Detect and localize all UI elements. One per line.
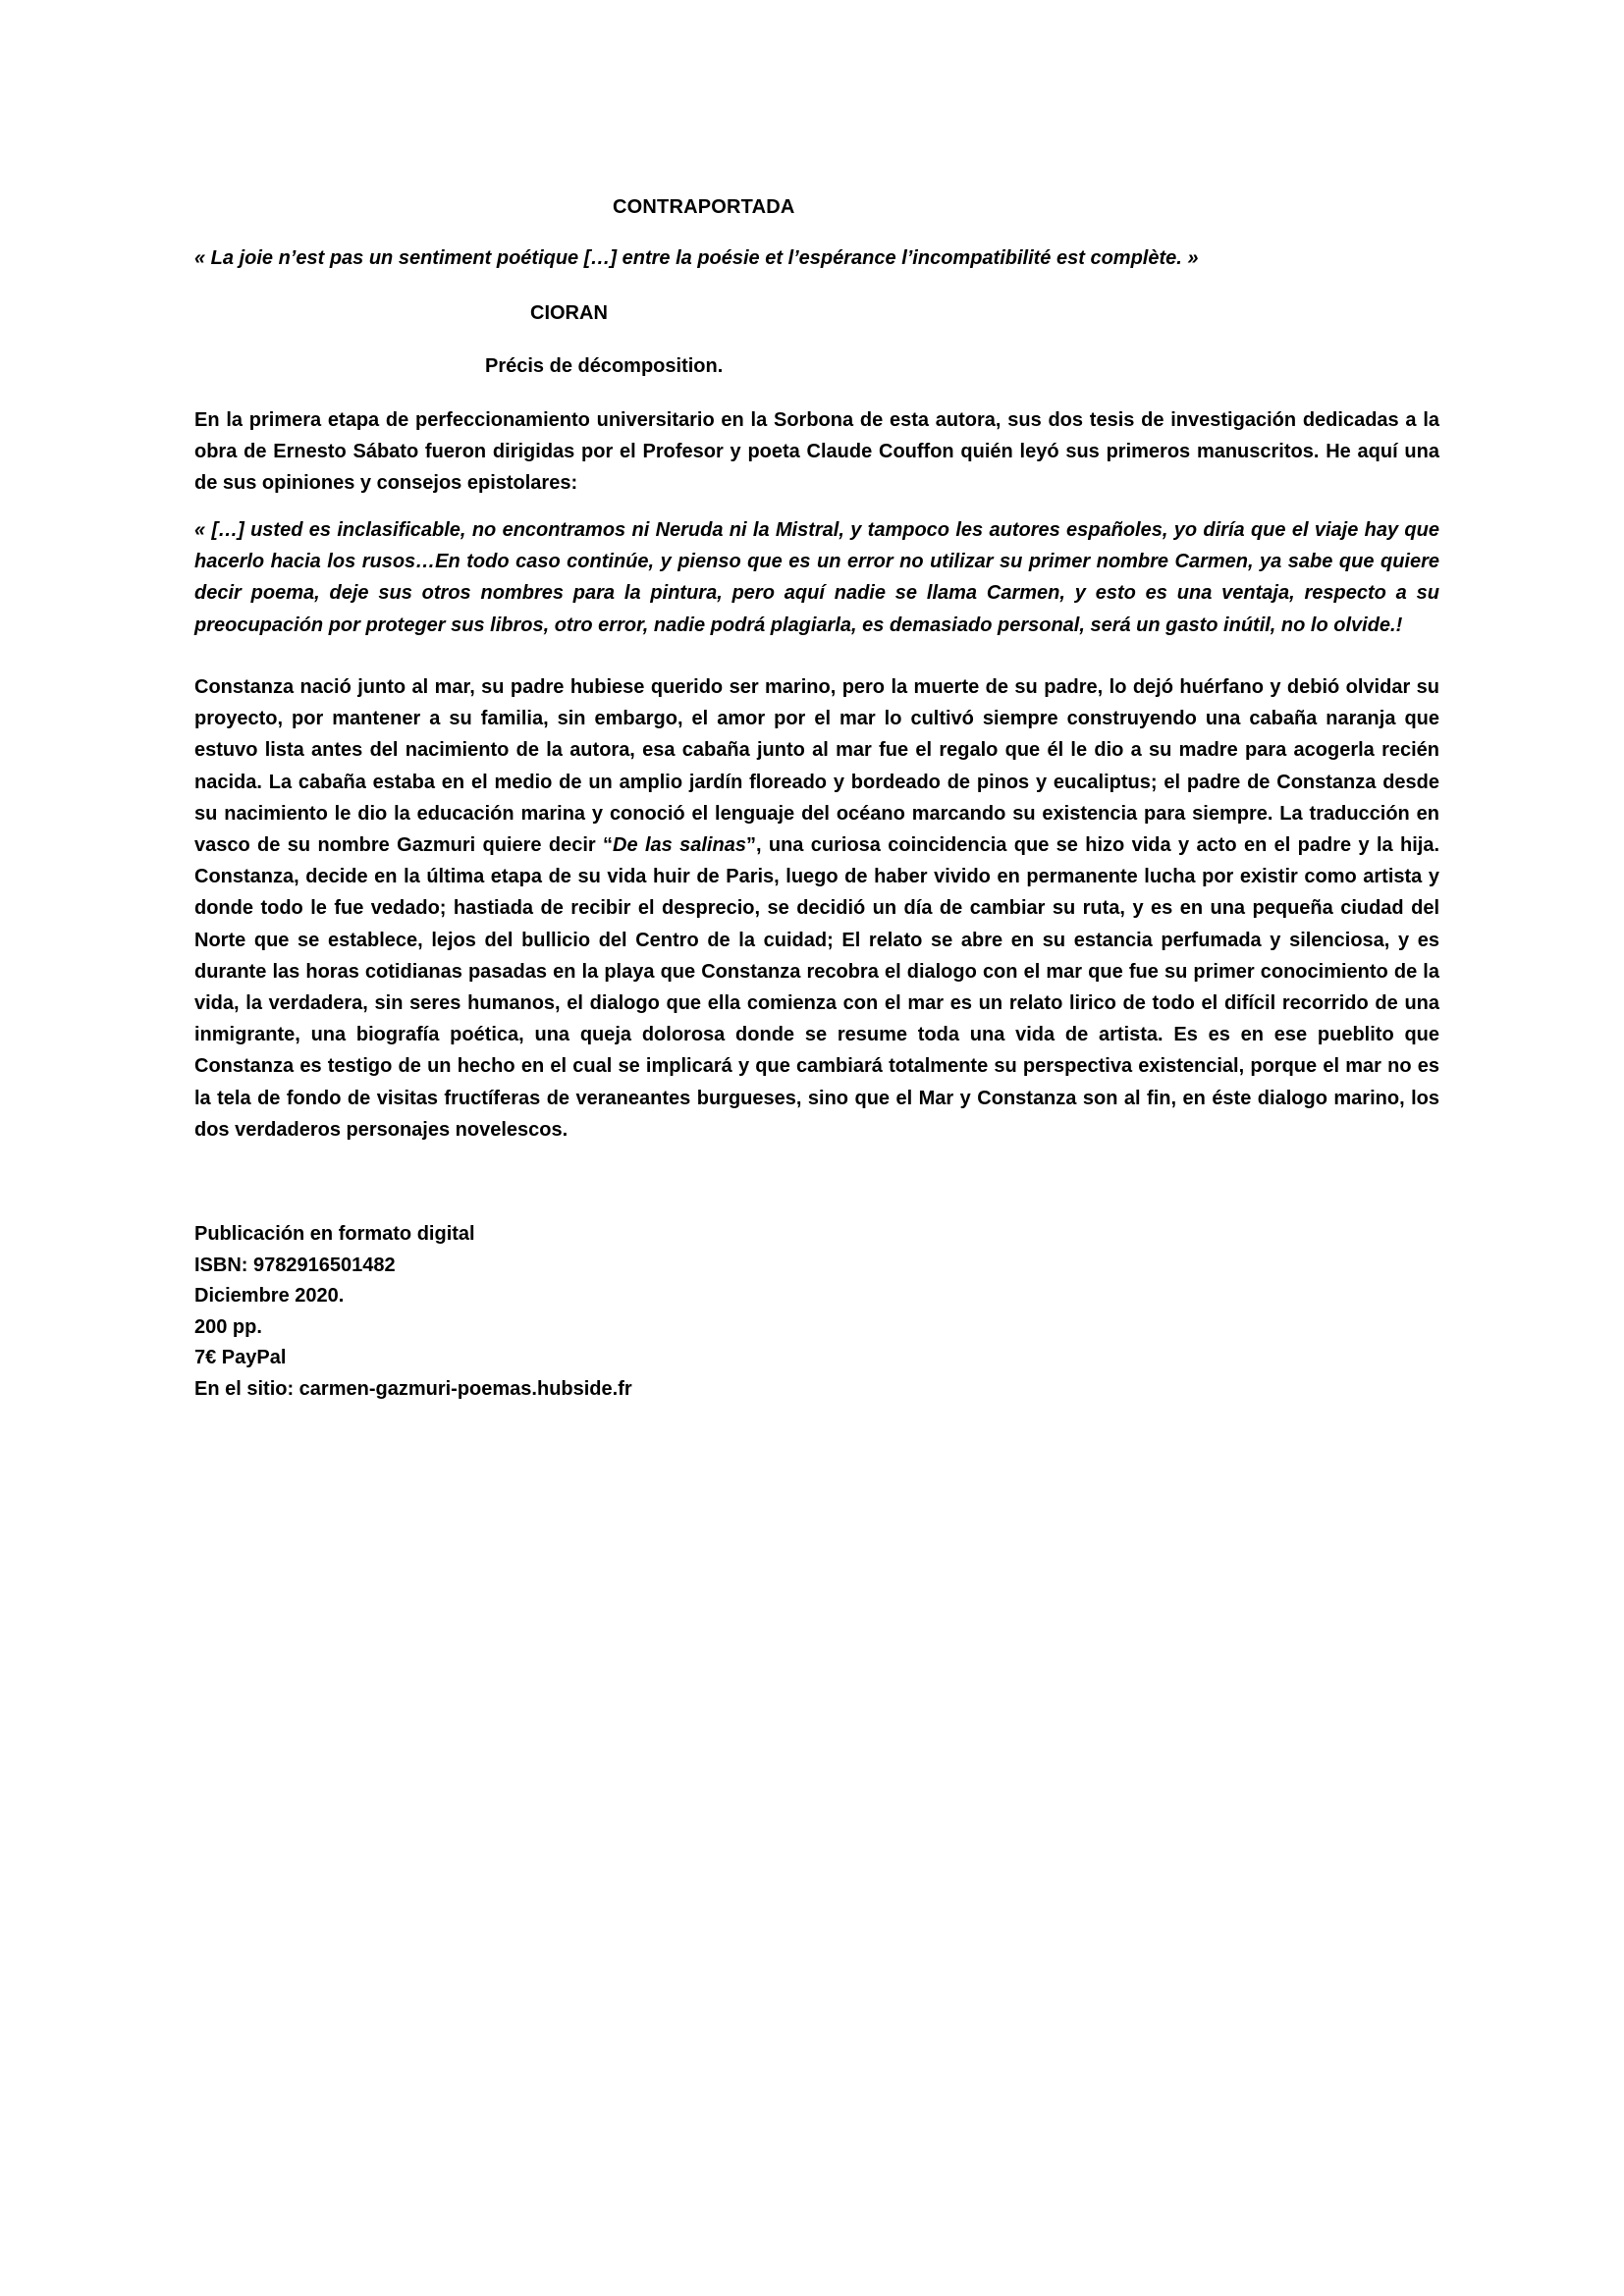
epigraph-author: CIORAN	[530, 302, 608, 324]
page-title: CONTRAPORTADA	[613, 196, 795, 218]
publication-pages: 200 pp.	[194, 1315, 262, 1338]
publication-isbn: ISBN: 9782916501482	[194, 1254, 396, 1276]
publication-format: Publicación en formato digital	[194, 1223, 475, 1245]
publication-site: En el sitio: carmen-gazmuri-poemas.hubside.fr	[194, 1377, 632, 1400]
intro-paragraph: En la primera etapa de perfeccionamiento universitario en la Sorbona de esta autora, sus dos tesis de investigación dedicadas a la obra de Ernesto Sábato fueron dirigidas por el Profesor y poeta Claude Couffon quién leyó sus primeros manuscritos. He aquí una de sus opiniones y consejos epistolares:	[194, 409, 1439, 495]
story-text-part-2: ”, una curiosa coincidencia que se hizo vida y acto en el padre y la hija. Constanza, decide en la última etapa de su vida huir de Paris, luego de haber vivido en permanente lucha por existir como artista y donde todo le fue vedado; hastiada de recibir el desprecio, se decidió un día de cambiar su ruta, y es en una pequeña ciudad del Norte que se establece, lejos del bullicio del Centro de la cuidad; El relato se abre en su estancia perfumada y silenciosa, y es durante las horas cotidianas pasadas en la playa que Constanza recobra el dialogo con el mar que fue su primer conocimiento de la vida, la verdadera, sin seres humanos, el dialogo que ella comienza con el mar es un relato lirico de todo el difícil recorrido de una inmigrante, una biografía poética, una queja dolorosa donde se resume toda una vida de artista. Es es en ese pueblito que Constanza es testigo de un hecho en el cual se implicará y que cambiará totalmente su perspectiva existencial, porque el mar no es la tela de fondo de visitas fructíferas de veraneantes burgueses, sino que el Mar y Constanza son al fin, en éste dialogo marino, los dos verdaderos personajes novelescos.	[194, 834, 1439, 1141]
story-emphasis-text: De las salinas	[613, 834, 746, 857]
epigraph-work-title: Précis de décomposition.	[485, 355, 724, 377]
publication-info	[194, 1219, 632, 1405]
epigraph-quote: « La joie n’est pas un sentiment poétique […] entre la poésie et l’espérance l’incompatibilité est complète. »	[194, 247, 1199, 269]
quoted-letter-paragraph: « […] usted es inclasificable, no encontramos ni Neruda ni la Mistral, y tampoco les autores españoles, yo diría que el viaje hay que hacerlo hacia los rusos…En todo caso continúe, y pienso que es un error no utilizar su primer nombre Carmen, ya sabe que quiere decir poema, deje sus otros nombres para la pintura, pero aquí nadie se llama Carmen, y esto es una ventaja, respecto a su preocupación por proteger sus libros, otro error, nadie podrá plagiarla, es demasiado personal, será un gasto inútil, no lo olvide.!	[194, 519, 1439, 636]
story-text-part-1: Constanza nació junto al mar, su padre hubiese querido ser marino, pero la muerte de su padre, lo dejó huérfano y debió olvidar su proyecto, por mantener a su familia, sin embargo, el amor por el mar lo cultivó siempre construyendo una cabaña naranja que estuvo lista antes del nacimiento de la autora, esa cabaña junto al mar fue el regalo que él le dio a su madre para acogerla recién nacida. La cabaña estaba en el medio de un amplio jardín floreado y bordeado de pinos y eucaliptus; el padre de Constanza desde su nacimiento le dio la educación marina y conoció el lenguaje del océano marcando su existencia para siempre. La traducción en vasco de su nombre Gazmuri quiere decir “	[194, 676, 1439, 857]
publication-price: 7€ PayPal	[194, 1347, 287, 1368]
story-paragraph	[194, 671, 1439, 1146]
publication-date: Diciembre 2020.	[194, 1285, 345, 1307]
